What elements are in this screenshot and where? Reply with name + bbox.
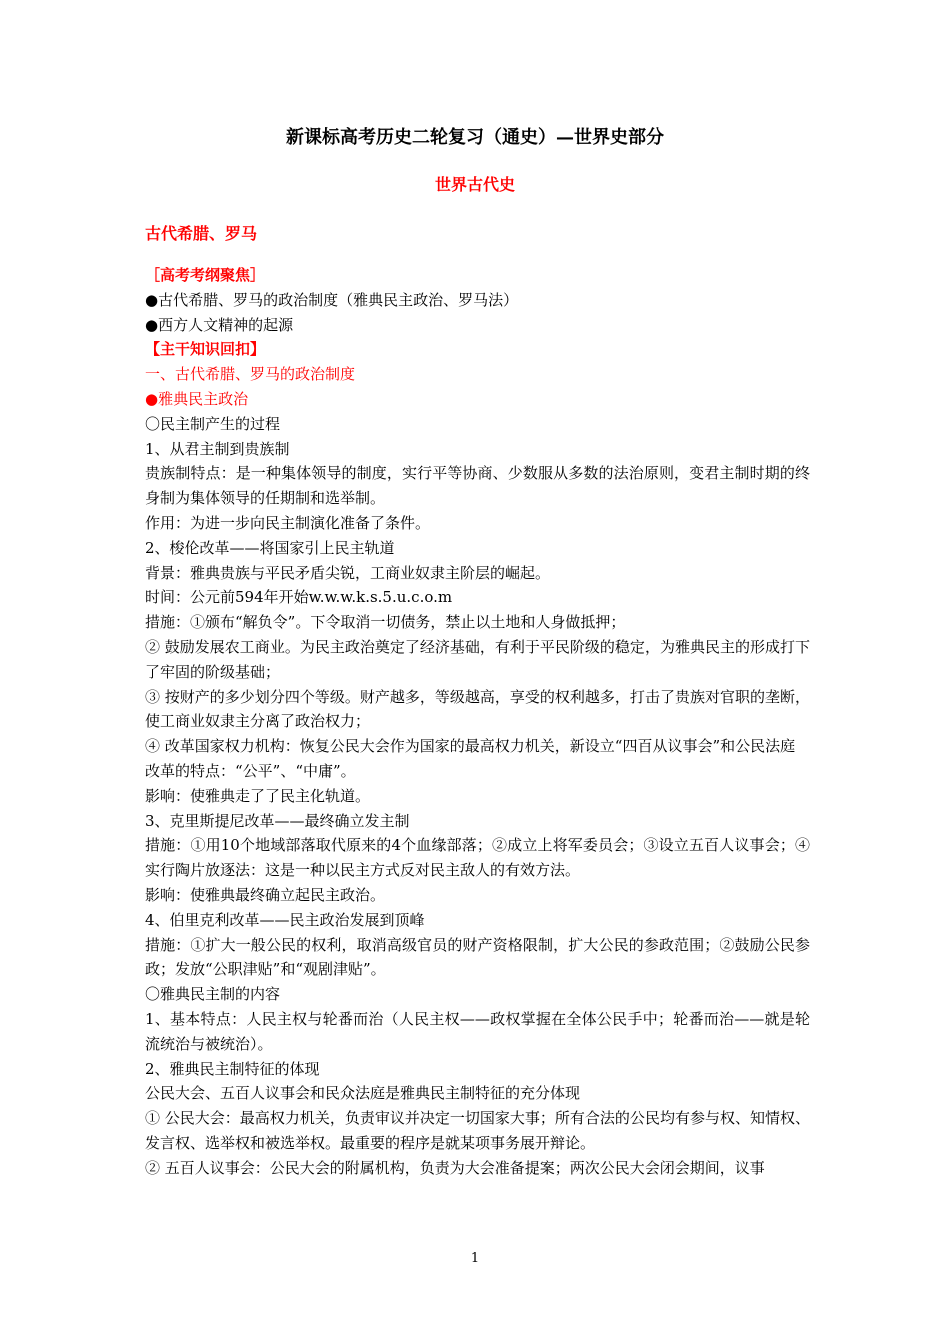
paragraph-line: 〇雅典民主制的内容 <box>145 985 281 1004</box>
document-title: 新课标高考历史二轮复习（通史）—世界史部分 <box>286 127 664 148</box>
paragraph-line: 背景：雅典贵族与平民矛盾尖锐，工商业奴隶主阶层的崛起。 <box>145 563 551 582</box>
paragraph-line: 改革的特点：“公平”、“中庸”。 <box>145 761 356 780</box>
paragraph-line: ●古代希腊、罗马的政治制度（雅典民主政治、罗马法） <box>145 290 519 309</box>
paragraph-line: ② 鼓励发展农工商业。为民主政治奠定了经济基础，有利于平民阶级的稳定，为雅典民主的形成打下了牢固的阶级基础； <box>145 637 810 681</box>
paragraph-line: 2、雅典民主制特征的体现 <box>145 1059 320 1078</box>
document-body <box>145 263 810 1180</box>
paragraph-line: 一、古代希腊、罗马的政治制度 <box>145 365 356 384</box>
page-number: 1 <box>470 1251 480 1266</box>
paragraph-line: ① 公民大会：最高权力机关，负责审议并决定一切国家大事；所有合法的公民均有参与权、知情权、发言权、选举权和被选举权。最重要的程序是就某项事务展开辩论。 <box>145 1109 810 1152</box>
paragraph-line: 作用：为进一步向民主制演化准备了条件。 <box>145 513 431 532</box>
paragraph-line: 措施：①颁布“解负令”。下令取消一切债务，禁止以土地和人身做抵押； <box>145 613 626 632</box>
paragraph-line: 〇民主制产生的过程 <box>145 414 281 433</box>
document-subtitle: 世界古代史 <box>434 175 515 194</box>
paragraph-line: ●西方人文精神的起源 <box>145 315 294 334</box>
paragraph-line: 影响：使雅典最终确立起民主政治。 <box>145 885 386 904</box>
paragraph-line: 3、克里斯提尼改革——最终确立发主制 <box>145 811 410 830</box>
paragraph-line: 贵族制特点：是一种集体领导的制度，实行平等协商、少数服从多数的法治原则，变君主制时期的终身制为集体领导的任期制和选举制。 <box>145 464 810 508</box>
paragraph-line: 措施：①扩大一般公民的权利，取消高级官员的财产资格限制，扩大公民的参政范围；②鼓励公民参政；发放“公职津贴”和“观剧津贴”。 <box>145 935 810 979</box>
section-heading: 古代希腊、罗马 <box>145 224 258 243</box>
paragraph-line: 影响：使雅典走了了民主化轨道。 <box>145 786 371 805</box>
paragraph-line: ④ 改革国家权力机构：恢复公民大会作为国家的最高权力机关，新设立“四百从议事会”和公民法庭 <box>145 737 796 756</box>
paragraph-line: 【主干知识回扣】 <box>145 340 266 359</box>
paragraph-line: ［高考考纲聚焦］ <box>145 266 266 284</box>
paragraph-line: 2、梭伦改革——将国家引上民主轨道 <box>145 538 395 557</box>
paragraph-line: ●雅典民主政治 <box>145 389 249 408</box>
paragraph-line: 1、从君主制到贵族制 <box>145 439 290 458</box>
paragraph-line: 时间：公元前594年开始w.w.w.k.s.5.u.c.o.m <box>145 588 453 607</box>
paragraph-line: 1、基本特点：人民主权与轮番而治（人民主权——政权掌握在全体公民手中；轮番而治——就是轮流统治与被统治）。 <box>145 1009 810 1053</box>
paragraph-line: ② 五百人议事会：公民大会的附属机构，负责为大会准备提案；两次公民大会闭会期间，议事 <box>145 1158 765 1177</box>
paragraph-line: ③ 按财产的多少划分四个等级。财产越多，等级越高，享受的权利越多，打击了贵族对官职的垄断，使工商业奴隶主分离了政治权力； <box>145 687 810 731</box>
paragraph-line: 公民大会、五百人议事会和民众法庭是雅典民主制特征的充分体现 <box>145 1084 581 1103</box>
paragraph-line: 4、伯里克利改革——民主政治发展到顶峰 <box>145 910 425 929</box>
paragraph-line: 措施：①用10个地域部落取代原来的4个血缘部落；②成立上将军委员会；③设立五百人议事会；④实行陶片放逐法：这是一种以民主方式反对民主敌人的有效方法。 <box>145 836 810 880</box>
